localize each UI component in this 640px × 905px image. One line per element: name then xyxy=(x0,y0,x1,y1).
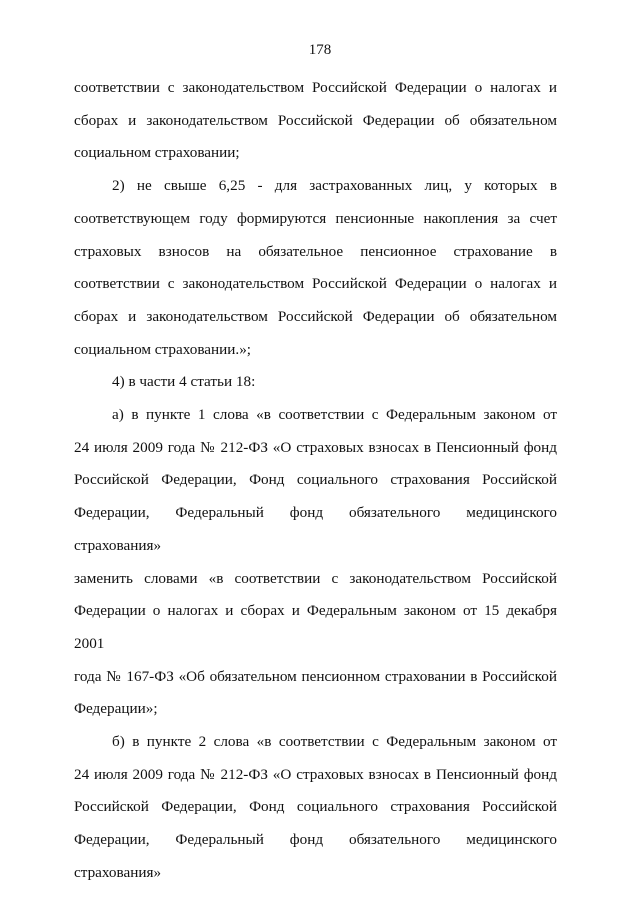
text-line: соответствии с законодательством Российской Федерации о налогах и xyxy=(74,275,557,293)
text-line: соответствии с законодательством Российской Федерации о налогах и xyxy=(74,79,557,96)
text-line: а) в пункте 1 слова «в соответствии с Федеральным законом от xyxy=(112,406,557,424)
page-number: 178 xyxy=(308,42,332,58)
text-line: Федерации, Федеральный фонд обязательного медицинского страхования» xyxy=(74,504,557,554)
text-line: Федерации, Федеральный фонд обязательного медицинского страхования» xyxy=(74,831,557,881)
text-line: Федерации о налогах и сборах и Федеральным законом от 15 декабря 2001 xyxy=(74,602,557,652)
text-line: 24 июля 2009 года № 212-ФЗ «О страховых взносах в Пенсионный фонд xyxy=(74,438,557,456)
text-line: 24 июля 2009 года № 212-ФЗ «О страховых взносах в Пенсионный фонд xyxy=(74,765,557,783)
text-line: б) в пункте 2 слова «в соответствии с Федеральным законом от xyxy=(112,733,557,751)
text-line: 4) в части 4 статьи 18: xyxy=(112,373,256,391)
text-line: социальном страховании.»; xyxy=(74,340,252,358)
text-line: Федерации»; xyxy=(74,700,158,718)
text-line: 2) не свыше 6,25 - для застрахованных лиц, у которых в xyxy=(112,177,557,195)
text-line: года № 167-ФЗ «Об обязательном пенсионном страховании в Российской xyxy=(74,667,557,685)
text-line: Российской Федерации, Фонд социального страхования Российской xyxy=(74,798,557,816)
text-line: Российской Федерации, Фонд социального страхования Российской xyxy=(74,471,557,489)
text-line: сборах и законодательством Российской Федерации об обязательном xyxy=(74,307,557,325)
text-line: соответствующем году формируются пенсионные накопления за счет xyxy=(74,209,557,227)
text-line: страховых взносов на обязательное пенсионное страхование в xyxy=(74,242,557,260)
text-line: сборах и законодательством Российской Федерации об обязательном xyxy=(74,111,557,129)
document-body xyxy=(74,72,557,890)
text-line: социальном страховании; xyxy=(74,144,240,162)
text-line: заменить словами «в соответствии с законодательством Российской xyxy=(74,569,557,587)
